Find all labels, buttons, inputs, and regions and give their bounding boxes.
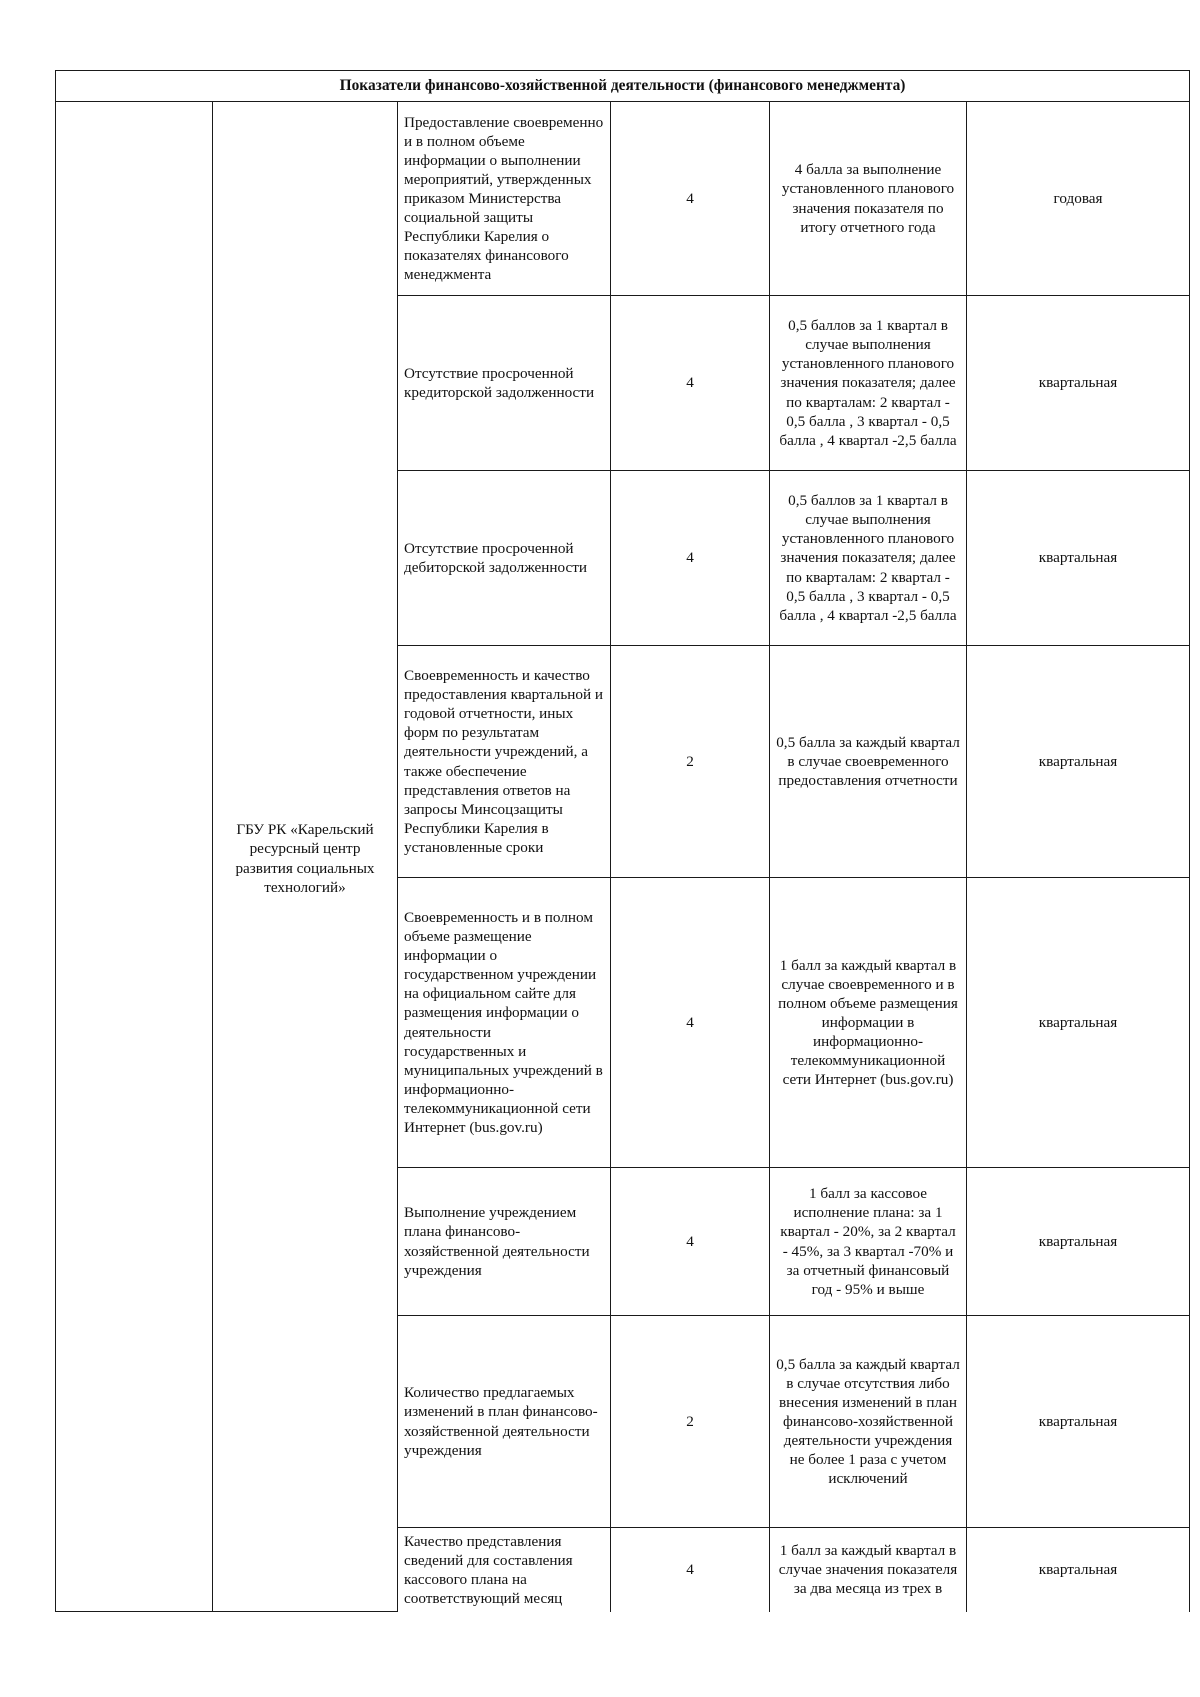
period-cell: квартальная [967, 1316, 1190, 1528]
organization-name: ГБУ РК «Карельский ресурсный центр развития социальных технологий» [235, 821, 375, 896]
indicator-cell: Качество представления сведений для составления кассового плана на соответствующий месяц [398, 1528, 611, 1612]
table-title: Показатели финансово-хозяйственной деятельности (финансового менеджмента) [56, 71, 1190, 102]
criteria-cell: 0,5 баллов за 1 квартал в случае выполнения установленного планового значения показателя; далее по кварталам: 2 квартал - 0,5 балла , 3 квартал - 0,5 балла , 4 квартал -2,5 балла [770, 471, 967, 646]
period-cell: квартальная [967, 1528, 1190, 1612]
criteria-cell: 0,5 балла за каждый квартал в случае своевременного предоставления отчетности [770, 646, 967, 878]
score-cell: 4 [611, 1528, 770, 1612]
indicator-cell: Количество предлагаемых изменений в план финансово-хозяйственной деятельности учреждения [398, 1316, 611, 1528]
organization-cell [213, 102, 398, 1612]
indicator-cell: Предоставление своевременно и в полном объеме информации о выполнении мероприятий, утвержденных приказом Министерства социальной защиты Республики Карелия о показателях финансового менеджмента [398, 102, 611, 296]
criteria-cell: 0,5 балла за каждый квартал в случае отсутствия либо внесения изменений в план финансово-хозяйственной деятельности учреждения не более 1 раза с учетом исключений [770, 1316, 967, 1528]
indicator-cell: Отсутствие просроченной кредиторской задолженности [398, 296, 611, 471]
document-page [55, 70, 1189, 1612]
indicator-cell: Выполнение учреждением плана финансово-хозяйственной деятельности учреждения [398, 1168, 611, 1316]
period-cell: квартальная [967, 1168, 1190, 1316]
criteria-cell: 0,5 баллов за 1 квартал в случае выполнения установленного планового значения показателя; далее по кварталам: 2 квартал - 0,5 балла , 3 квартал - 0,5 балла , 4 квартал -2,5 балла [770, 296, 967, 471]
indicator-cell: Своевременность и в полном объеме размещение информации о государственном учреждении на официальном сайте для размещения информации о деятельности государственных и муниципальных учреждений в информационно-телекоммуникационной сети Интернет (bus.gov.ru) [398, 878, 611, 1168]
score-cell: 2 [611, 1316, 770, 1528]
score-cell: 2 [611, 646, 770, 878]
score-cell: 4 [611, 471, 770, 646]
period-cell: квартальная [967, 646, 1190, 878]
criteria-cell: 1 балл за кассовое исполнение плана: за 1 квартал - 20%, за 2 квартал - 45%, за 3 квартал -70% и за отчетный финансовый год - 95% и выше [770, 1168, 967, 1316]
period-cell: годовая [967, 102, 1190, 296]
indicator-cell: Отсутствие просроченной дебиторской задолженности [398, 471, 611, 646]
criteria-cell: 1 балл за каждый квартал в случае своевременного и в полном объеме размещения информации в информационно-телекоммуникационной сети Интернет (bus.gov.ru) [770, 878, 967, 1168]
criteria-cell: 1 балл за каждый квартал в случае значения показателя за два месяца из трех в [770, 1528, 967, 1612]
score-cell: 4 [611, 296, 770, 471]
table-title-row [56, 71, 1190, 102]
table-row [56, 102, 1190, 296]
empty-column-cell [56, 102, 213, 1612]
period-cell: квартальная [967, 878, 1190, 1168]
criteria-cell: 4 балла за выполнение установленного планового значения показателя по итогу отчетного года [770, 102, 967, 296]
score-cell: 4 [611, 102, 770, 296]
period-cell: квартальная [967, 471, 1190, 646]
score-cell: 4 [611, 1168, 770, 1316]
score-cell: 4 [611, 878, 770, 1168]
indicators-table [55, 70, 1190, 1612]
indicator-cell: Своевременность и качество предоставления квартальной и годовой отчетности, иных форм по результатам деятельности учреждений, а также обеспечение представления ответов на запросы Минсоцзащиты Республики Карелия в установленные сроки [398, 646, 611, 878]
period-cell: квартальная [967, 296, 1190, 471]
